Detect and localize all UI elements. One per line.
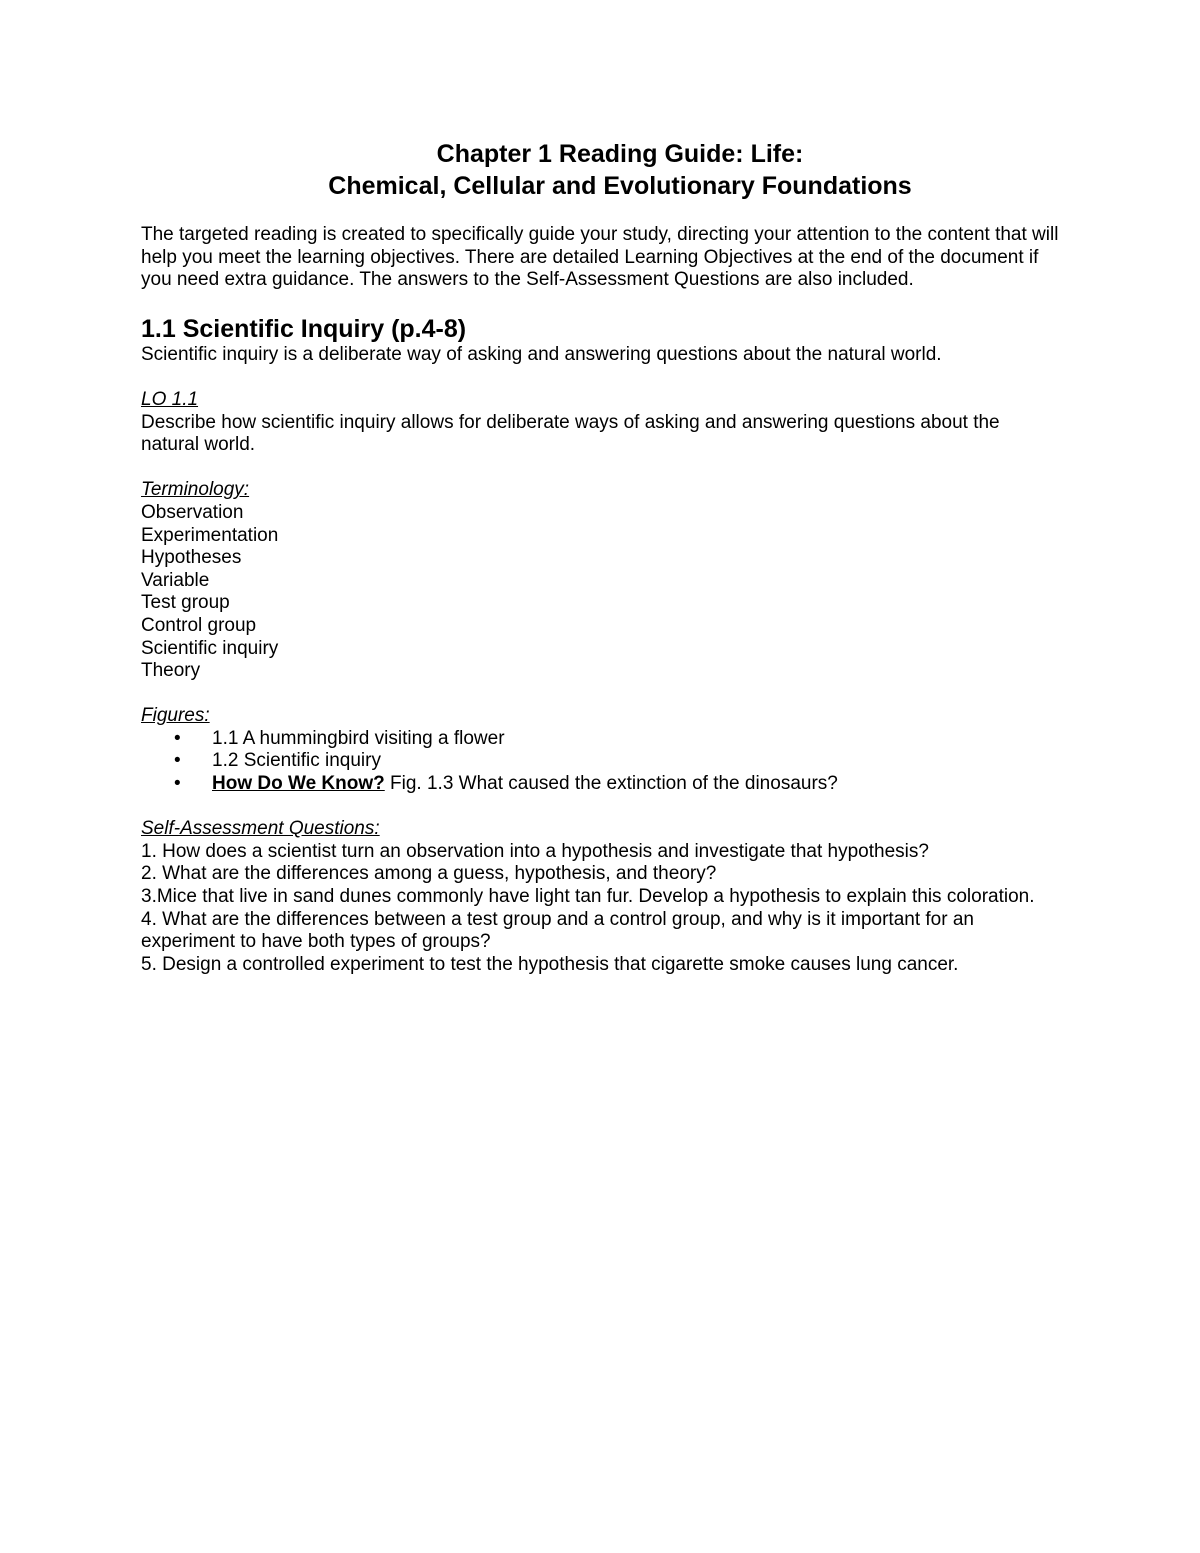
terminology-label: Terminology: <box>141 479 250 501</box>
list-item: 1. How does a scientist turn an observation into a hypothesis and investigate that hypothesis? <box>141 840 929 862</box>
list-item: Test group <box>141 592 230 614</box>
list-item: Variable <box>141 569 210 591</box>
bullet-icon: • <box>174 773 181 795</box>
terminology-list <box>141 502 1061 683</box>
list-item: Observation <box>141 501 244 523</box>
figure-text: 1.1 A hummingbird visiting a flower <box>212 727 505 749</box>
questions-label: Self-Assessment Questions: <box>141 818 380 840</box>
figure-text: Fig. 1.3 What caused the extinction of the dinosaurs? <box>384 773 838 795</box>
questions-list <box>141 841 1061 977</box>
figure-text: 1.2 Scientific inquiry <box>212 750 381 772</box>
document-page <box>141 138 1061 976</box>
spacer <box>141 366 1061 389</box>
bullet-icon: • <box>174 750 181 772</box>
figures-heading <box>141 705 1061 728</box>
spacer <box>141 683 1061 706</box>
learning-objective-block <box>141 389 1061 457</box>
list-item <box>141 773 1061 796</box>
spacer <box>141 796 1061 819</box>
questions-heading <box>141 818 1061 841</box>
document-title <box>141 138 1061 202</box>
how-do-we-know-label: How Do We Know? <box>212 773 385 795</box>
learning-objective-text: Describe how scientific inquiry allows for deliberate ways of asking and answering questions about the natural world. <box>141 411 1000 456</box>
list-item: 2. What are the differences among a guess, hypothesis, and theory? <box>141 863 717 885</box>
title-line-1: Chapter 1 Reading Guide: Life: <box>436 140 804 168</box>
figures-list <box>141 728 1061 796</box>
section-summary: Scientific inquiry is a deliberate way of asking and answering questions about the natural world. <box>141 343 942 365</box>
list-item: Hypotheses <box>141 547 242 569</box>
list-item <box>141 728 1061 751</box>
intro-paragraph: The targeted reading is created to specifically guide your study, directing your attention to the content that will help you meet the learning objectives. There are detailed Learning Objectives at the end of the document if you need extra guidance. The answers to the Self-Assessment Questions are also included. <box>141 224 1059 291</box>
list-item: 5. Design a controlled experiment to test the hypothesis that cigarette smoke causes lung cancer. <box>141 953 959 975</box>
learning-objective-label: LO 1.1 <box>141 388 199 410</box>
terminology-heading <box>141 479 1061 502</box>
bullet-icon: • <box>174 727 181 749</box>
figures-label: Figures: <box>141 705 210 727</box>
list-item: 3.Mice that live in sand dunes commonly have light tan fur. Develop a hypothesis to explain this coloration. <box>141 886 1035 908</box>
section-heading: 1.1 Scientific Inquiry (p.4-8) <box>141 314 467 343</box>
list-item <box>141 750 1061 773</box>
title-line-2: Chemical, Cellular and Evolutionary Foundations <box>328 172 912 200</box>
list-item: Experimentation <box>141 524 279 546</box>
list-item: Theory <box>141 660 201 682</box>
list-item: Control group <box>141 614 257 636</box>
spacer <box>141 457 1061 480</box>
list-item: Scientific inquiry <box>141 637 279 659</box>
list-item: 4. What are the differences between a test group and a control group, and why is it important for an experiment to have both types of groups? <box>141 908 974 953</box>
